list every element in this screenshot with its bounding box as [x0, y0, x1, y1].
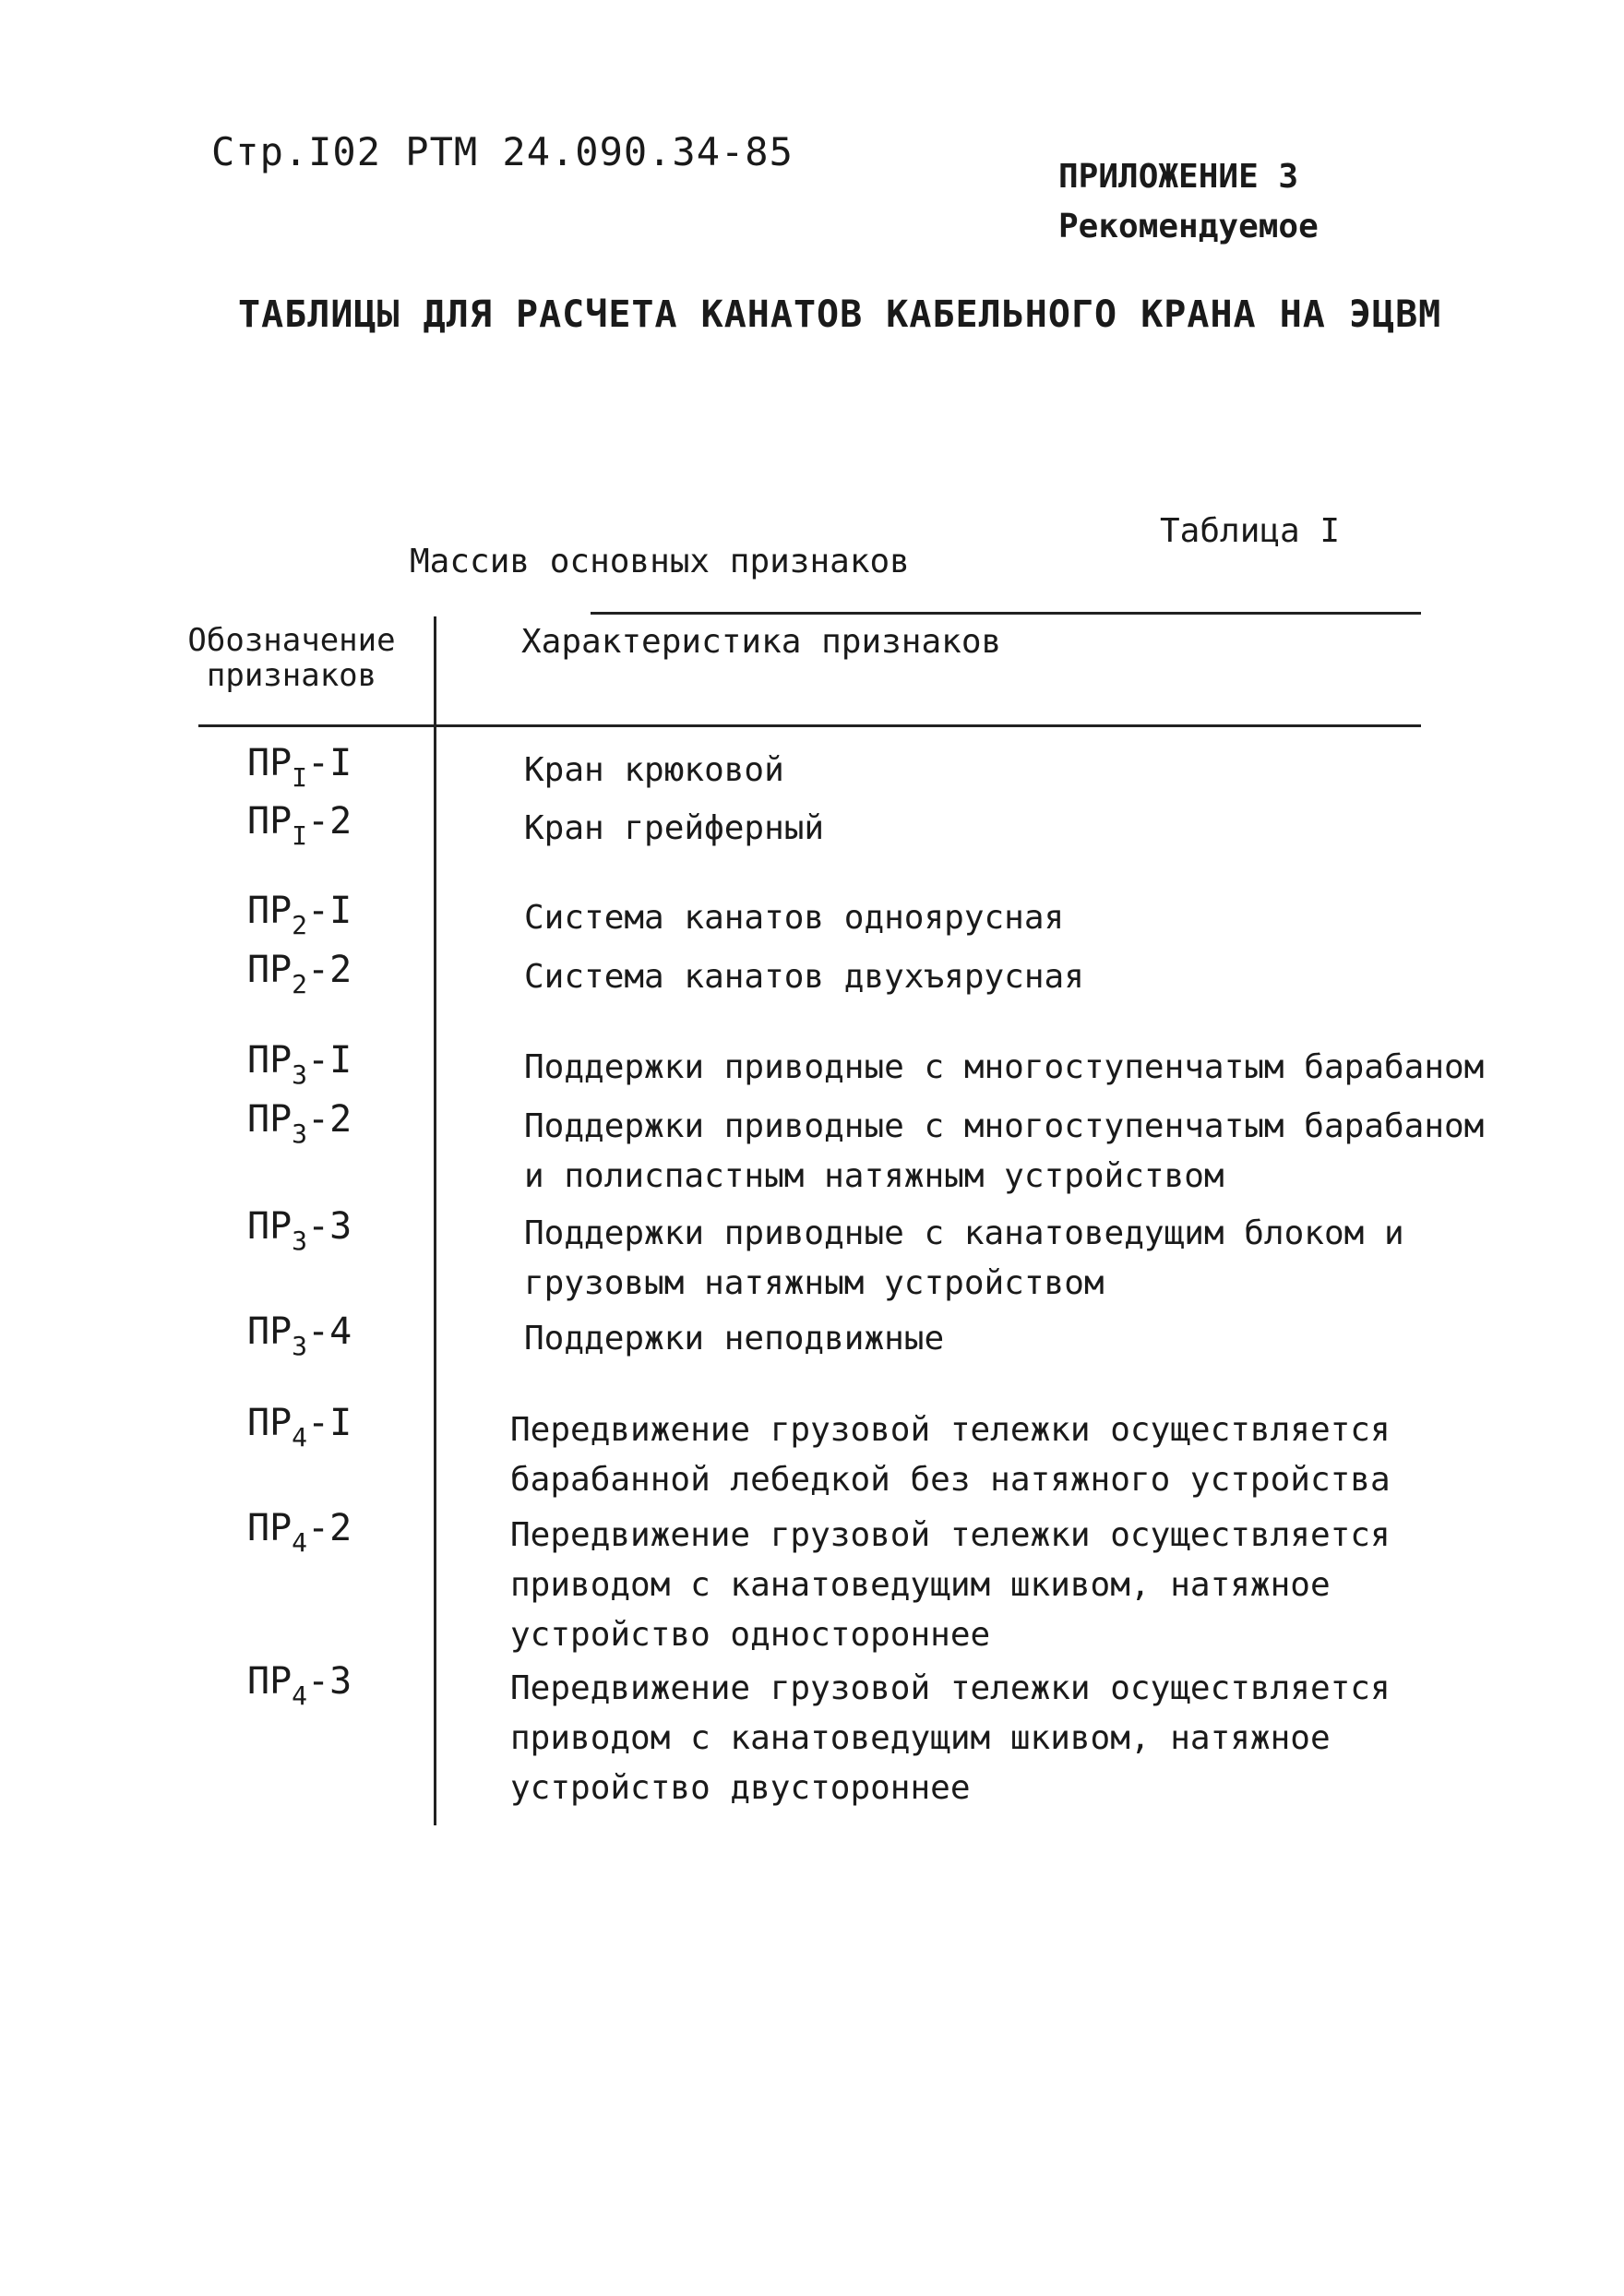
row-code-base: ПР [247, 1205, 293, 1248]
row-code [247, 949, 352, 999]
row-code-suffix: -2 [307, 800, 352, 843]
row-code-suffix: -2 [307, 1507, 352, 1549]
row-code-suffix: -3 [307, 1660, 352, 1703]
row-code [247, 890, 352, 940]
appendix-label: ПРИЛОЖЕНИЕ 3 [1058, 158, 1299, 196]
row-code-base: ПР [247, 1310, 293, 1353]
row-code [247, 1402, 352, 1453]
row-code-subscript: 3 [292, 1059, 308, 1090]
row-description: Передвижение грузовой тележки осуществляется приводом с канатоведущим шкивом, натяжное устройство одностороннее [510, 1516, 1391, 1654]
row-code-subscript: 4 [292, 1422, 308, 1453]
row-description: Поддержки неподвижные [524, 1320, 945, 1357]
row-code-suffix: -I [307, 1402, 352, 1444]
column-header-designation: Обозначение признаков [187, 622, 396, 694]
row-code-suffix: -I [307, 742, 352, 784]
row-description: Поддержки приводные с многоступенчатым барабаном [524, 1048, 1485, 1086]
row-code-suffix: -2 [307, 1098, 352, 1141]
row-code-subscript: 4 [292, 1527, 308, 1558]
row-code-base: ПР [247, 1098, 293, 1141]
row-description: Кран грейферный [524, 809, 825, 847]
row-code-suffix: -3 [307, 1205, 352, 1248]
row-code [247, 1039, 352, 1090]
row-description: Передвижение грузовой тележки осуществляется барабанной лебедкой без натяжного устройства [510, 1411, 1391, 1499]
header-bottom-rule [198, 724, 1421, 727]
table-number: Таблица I [1160, 512, 1341, 550]
row-code-subscript: 2 [292, 910, 308, 940]
row-code-suffix: -2 [307, 949, 352, 991]
row-code-suffix: -4 [307, 1310, 352, 1353]
row-code-subscript: 4 [292, 1680, 308, 1711]
row-description: Система канатов двухъярусная [524, 958, 1084, 996]
row-description: Поддержки приводные с канатоведущим блоком и грузовым натяжным устройством [524, 1214, 1404, 1302]
row-code-subscript: 3 [292, 1118, 308, 1149]
row-code-base: ПР [247, 742, 293, 784]
row-code-subscript: I [292, 762, 308, 793]
row-code-base: ПР [247, 800, 293, 843]
row-code-subscript: 3 [292, 1331, 308, 1361]
row-code-base: ПР [247, 1039, 293, 1082]
column-divider [434, 616, 436, 1825]
row-description: Поддержки приводные с многоступенчатым барабаном и полиспастным натяжным устройством [524, 1107, 1485, 1195]
row-code [247, 1205, 352, 1256]
row-code [247, 1310, 352, 1361]
column-header-characteristic: Характеристика признаков [521, 623, 1002, 661]
row-code-suffix: -I [307, 890, 352, 932]
row-code-subscript: 3 [292, 1226, 308, 1256]
row-code-base: ПР [247, 1660, 293, 1703]
row-code [247, 1660, 352, 1711]
row-description: Передвижение грузовой тележки осуществляется приводом с канатоведущим шкивом, натяжное устройство двустороннее [510, 1669, 1391, 1807]
row-code-base: ПР [247, 949, 293, 991]
row-code [247, 800, 352, 851]
appendix-block [1058, 152, 1319, 252]
appendix-status: Рекомендуемое [1058, 208, 1319, 245]
row-code-suffix: -I [307, 1039, 352, 1082]
row-code-base: ПР [247, 1402, 293, 1444]
row-code-subscript: 2 [292, 969, 308, 999]
row-code-base: ПР [247, 890, 293, 932]
row-description: Система канатов одноярусная [524, 899, 1065, 937]
row-code-subscript: I [292, 820, 308, 851]
row-code-base: ПР [247, 1507, 293, 1549]
row-code [247, 742, 352, 793]
page-reference: Стр.I02 РТМ 24.090.34-85 [211, 129, 794, 174]
table-caption: Массив основных признаков [410, 543, 910, 580]
row-code [247, 1098, 352, 1149]
document-title: ТАБЛИЦЫ ДЛЯ РАСЧЕТА КАНАТОВ КАБЕЛЬНОГО КРАНА НА ЭЦВМ [238, 293, 1442, 336]
table-top-rule [591, 612, 1421, 615]
row-code [247, 1507, 352, 1558]
row-description: Кран крюковой [524, 751, 784, 789]
